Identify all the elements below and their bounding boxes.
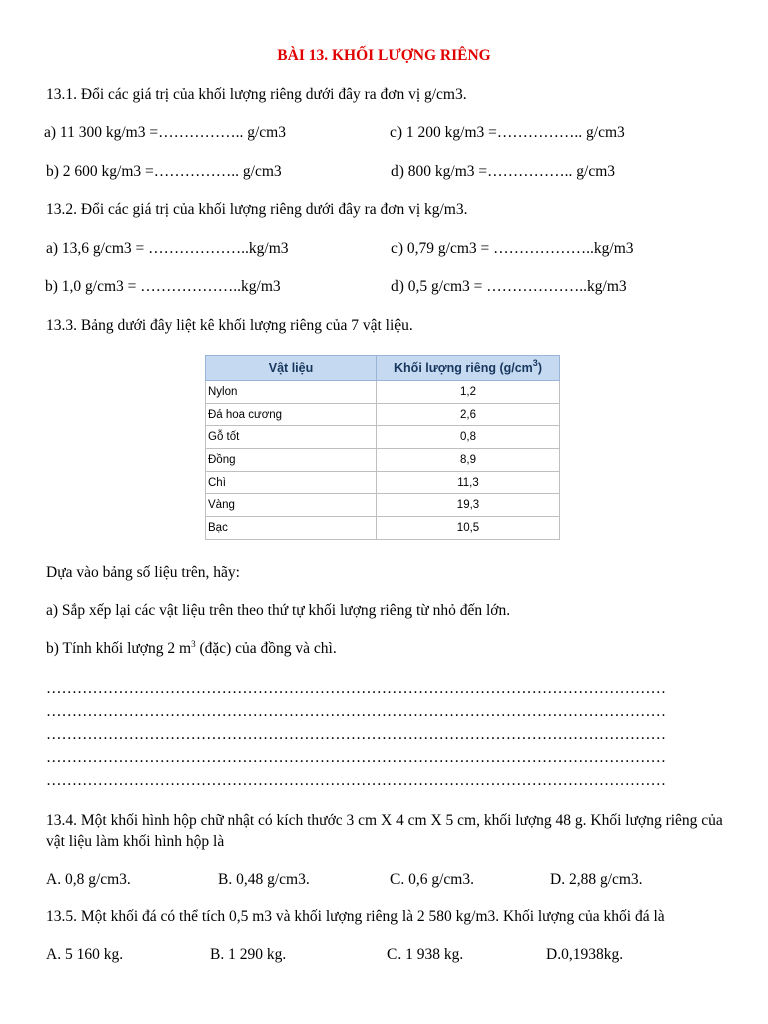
question-13-4-option-d: D. 2,88 g/cm3.	[550, 871, 643, 888]
answer-line[interactable]: …………………………………………………………………………………………………………	[46, 680, 666, 697]
table-header-density: Khối lượng riêng $(g/cm^3)$	[377, 356, 560, 381]
question-13-5-option-c: C. 1 938 kg.	[387, 946, 464, 963]
material-cell: Đồng	[206, 449, 377, 472]
material-cell: Chì	[206, 471, 377, 494]
density-cell: 2,6	[377, 403, 560, 426]
answer-line[interactable]: …………………………………………………………………………………………………………	[46, 749, 666, 766]
question-13-2-b: b) 1,0 g/cm3 = ………………..kg/m3	[45, 278, 281, 295]
table-row	[206, 494, 560, 517]
question-13-1-d: d) 800 kg/m3 =…………….. g/cm3	[391, 163, 616, 180]
question-13-5-option-d: D.0,1938kg.	[546, 946, 624, 963]
density-cell: 10,5	[377, 517, 560, 540]
question-13-3-prompt: 13.3. Bảng dưới đây liệt kê khối lượng riêng của 7 vật liệu.	[46, 317, 413, 334]
question-13-3-intro: Dựa vào bảng số liệu trên, hãy:	[46, 564, 240, 581]
question-13-2-c: c) 0,79 g/cm3 = ………………..kg/m3	[391, 240, 634, 257]
density-cell: 11,3	[377, 471, 560, 494]
question-13-5-option-b: B. 1 290 kg.	[210, 946, 287, 963]
density-cell: 19,3	[377, 494, 560, 517]
material-cell: Đá hoa cương	[206, 403, 377, 426]
table-row	[206, 449, 560, 472]
question-13-5-prompt: 13.5. Một khối đá có thể tích 0,5 m3 và khối lượng riêng là 2 580 kg/m3. Khối lượng của khối đá là	[46, 908, 665, 925]
question-13-1-c: c) 1 200 kg/m3 =…………….. g/cm3	[390, 124, 625, 141]
question-13-1-prompt: 13.1. Đổi các giá trị của khối lượng riêng dưới đây ra đơn vị g/cm3.	[46, 86, 467, 103]
table-row	[206, 426, 560, 449]
answer-line[interactable]: …………………………………………………………………………………………………………	[46, 772, 666, 789]
table-row	[206, 471, 560, 494]
question-13-2-d: d) 0,5 g/cm3 = ………………..kg/m3	[391, 278, 627, 295]
question-13-2-prompt: 13.2. Đổi các giá trị của khối lượng riêng dưới đây ra đơn vị kg/m3.	[46, 201, 468, 218]
answer-line[interactable]: …………………………………………………………………………………………………………	[46, 726, 666, 743]
question-13-4-prompt: 13.4. Một khối hình hộp chữ nhật có kích thước 3 cm X 4 cm X 5 cm, khối lượng 48 g. Khối lượng riêng của vật liệu làm khối hình hộp là	[46, 812, 723, 850]
table-row	[206, 517, 560, 540]
table-header-material: Vật liệu	[206, 356, 377, 381]
density-cell: 0,8	[377, 426, 560, 449]
table-row	[206, 381, 560, 404]
question-13-4-option-b: B. 0,48 g/cm3.	[218, 871, 310, 888]
table-row	[206, 403, 560, 426]
material-cell: Vàng	[206, 494, 377, 517]
density-cell: 1,2	[377, 381, 560, 404]
density-cell: 8,9	[377, 449, 560, 472]
material-cell: Gỗ tốt	[206, 426, 377, 449]
question-13-4-option-c: C. 0,6 g/cm3.	[390, 871, 474, 888]
question-13-1-a: a) 11 300 kg/m3 =…………….. g/cm3	[44, 124, 286, 141]
question-13-2-a: a) 13,6 g/cm3 = ………………..kg/m3	[46, 240, 289, 257]
answer-line[interactable]: …………………………………………………………………………………………………………	[46, 703, 666, 720]
material-cell: Bạc	[206, 517, 377, 540]
question-13-3-a: a) Sắp xếp lại các vật liệu trên theo thứ tự khối lượng riêng từ nhỏ đến lớn.	[46, 602, 511, 619]
table-header-row	[206, 356, 560, 381]
question-13-1-b: b) 2 600 kg/m3 =…………….. g/cm3	[46, 163, 282, 180]
question-13-3-b: b) Tính khối lượng 2 $m^3$ (đặc) của đồng và chì.	[46, 639, 337, 657]
question-13-4-option-a: A. 0,8 g/cm3.	[46, 871, 131, 888]
material-cell: Nylon	[206, 381, 377, 404]
page-title: BÀI 13. KHỐI LƯỢNG RIÊNG	[277, 47, 491, 64]
density-table	[205, 355, 560, 540]
question-13-5-option-a: A. 5 160 kg.	[46, 946, 124, 963]
